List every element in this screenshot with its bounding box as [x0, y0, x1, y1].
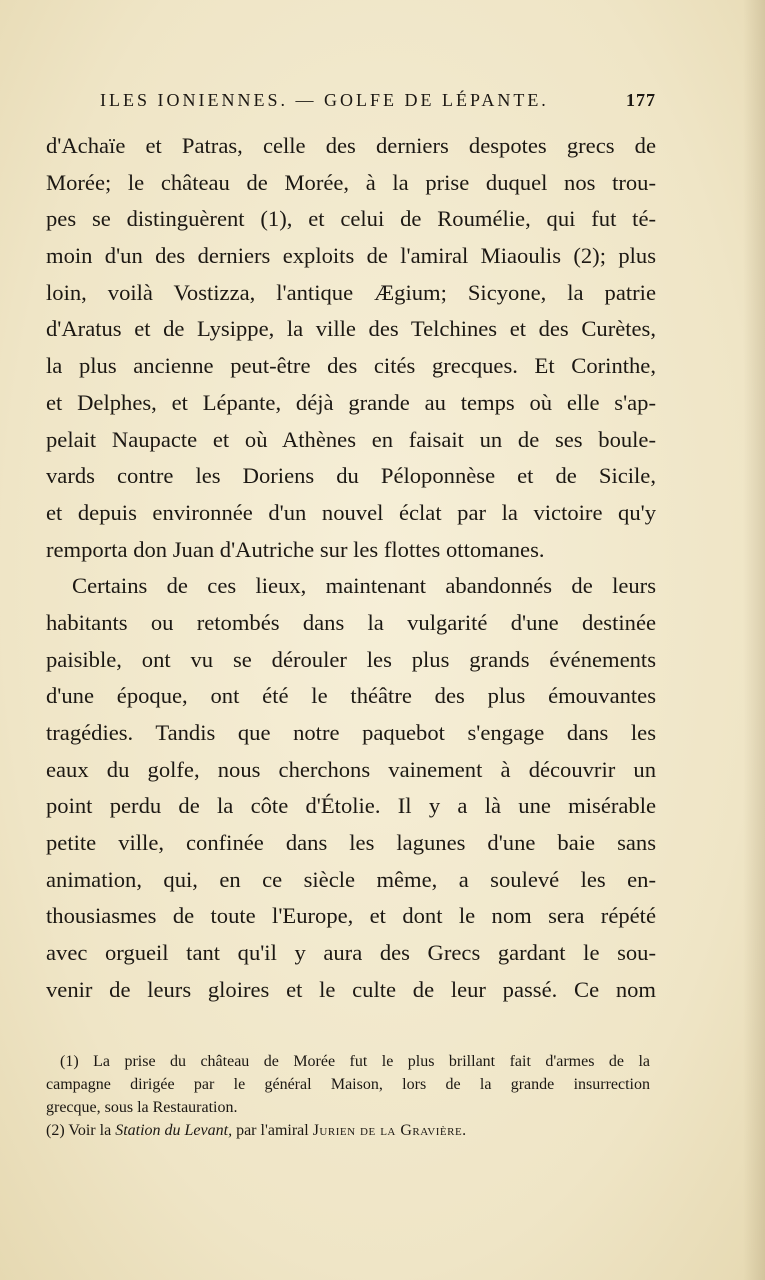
text-line: animation, qui, en ce siècle même, a soulevé les en-	[46, 866, 656, 892]
text-line: Certains de ces lieux, maintenant abandonnés de leurs	[72, 573, 656, 599]
footnote-1-line: (1) La prise du château de Morée fut le plus brillant fait d'armes de la	[60, 1053, 650, 1070]
footnote-2-author: Jurien de la Gravière.	[312, 1122, 467, 1139]
text-line: d'une époque, ont été le théâtre des plus émouvantes	[46, 683, 656, 709]
text-line: eaux du golfe, nous cherchons vainement à découvrir un	[46, 756, 656, 782]
text-line: d'Achaïe et Patras, celle des derniers despotes grecs de	[46, 133, 656, 158]
text-line: vards contre les Doriens du Péloponnèse et de Sicile,	[46, 463, 656, 489]
text-line: Morée; le château de Morée, à la prise duquel nos trou-	[46, 169, 656, 195]
text-line: thousiasmes de toute l'Europe, et dont le nom sera répété	[46, 903, 656, 929]
text-line: pes se distinguèrent (1), et celui de Roumélie, qui fut té-	[46, 206, 656, 232]
text-line: moin d'un des derniers exploits de l'amiral Miaoulis (2); plus	[46, 243, 656, 269]
body-text	[46, 128, 656, 1009]
footnotes	[46, 1050, 650, 1142]
text-line: et depuis environnée d'un nouvel éclat par la victoire qu'y	[46, 499, 656, 525]
text-line: venir de leurs gloires et le culte de leur passé. Ce nom	[46, 976, 656, 1002]
text-line: d'Aratus et de Lysippe, la ville des Telchines et des Curètes,	[46, 316, 656, 342]
text-line: la plus ancienne peut-être des cités grecques. Et Corinthe,	[46, 353, 656, 379]
text-line: remporta don Juan d'Autriche sur les flottes ottomanes.	[46, 536, 545, 562]
text-line: paisible, ont vu se dérouler les plus grands événements	[46, 646, 656, 672]
footnote-2-middle: par l'amiral	[232, 1122, 313, 1139]
text-line: point perdu de la côte d'Étolie. Il y a là une misérable	[46, 793, 656, 819]
text-line: habitants ou retombés dans la vulgarité d'une destinée	[46, 609, 656, 635]
text-line: pelait Naupacte et où Athènes en faisait un de ses boule-	[46, 426, 656, 452]
text-line: avec orgueil tant qu'il y aura des Grecs gardant le sou-	[46, 940, 656, 966]
text-line: tragédies. Tandis que notre paquebot s'engage dans les	[46, 720, 656, 745]
footnote-2-prefix: (2) Voir la	[46, 1122, 116, 1139]
running-head-title: ILES IONIENNES. — GOLFE DE LÉPANTE.	[100, 90, 549, 110]
running-head	[100, 88, 656, 112]
footnote-2-work-title: Station du Levant,	[115, 1122, 233, 1139]
footnote-2	[46, 1119, 650, 1142]
page-number: 177	[626, 90, 656, 110]
text-line: et Delphes, et Lépante, déjà grande au temps où elle s'ap-	[46, 389, 656, 415]
page-edge-shadow	[743, 0, 765, 1280]
footnote-1-line: grecque, sous la Restauration.	[46, 1099, 238, 1116]
footnote-1-line: campagne dirigée par le général Maison, lors de la grande insurrection	[46, 1076, 650, 1093]
text-line: petite ville, confinée dans les lagunes d'une baie sans	[46, 830, 656, 856]
text-line: loin, voilà Vostizza, l'antique Ægium; Sicyone, la patrie	[46, 279, 656, 305]
